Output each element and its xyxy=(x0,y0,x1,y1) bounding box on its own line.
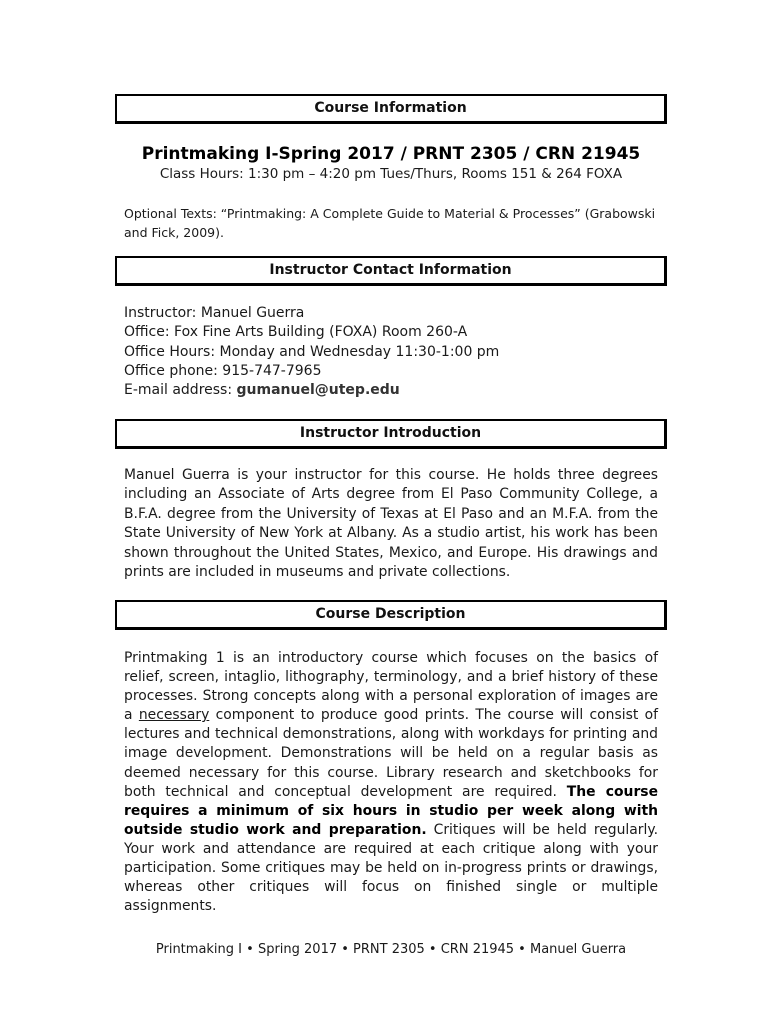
section-header-course-information: Course Information xyxy=(115,94,667,124)
description-bold-requirement: The course requires a minimum of six hours in studio per week along with outside studio work and preparation. xyxy=(124,783,658,838)
section-header-instructor-intro: Instructor Introduction xyxy=(115,419,667,449)
description-part-2: component to produce good prints. The course will consist of lectures and technical demonstrations, along with workdays for printing and image development. Demonstrations will be held on a regular basis as deemed necessary for this course. Library research and sketchbooks for both technical and conceptual development are required. xyxy=(124,707,658,800)
description-underlined-word: necessary xyxy=(138,707,210,724)
class-hours: Class Hours: 1:30 pm – 4:20 pm Tues/Thurs, Rooms 151 & 264 FOXA xyxy=(159,166,623,182)
office-phone: Office phone: 915-747-7965 xyxy=(124,362,322,379)
course-description-text xyxy=(124,649,658,916)
description-part-3: Critiques will be held regularly. Your work and attendance are required at each critique along with your participation. Some critiques may be held on in-progress prints or drawings, whereas other critiques will focus on finished single or multiple assignments. xyxy=(124,821,658,915)
contact-block xyxy=(124,304,664,400)
course-title: Printmaking I-Spring 2017 / PRNT 2305 / CRN 21945 xyxy=(141,144,641,164)
optional-texts: Optional Texts: “Printmaking: A Complete Guide to Material & Processes” (Grabowski and Fick, 2009). xyxy=(124,206,656,240)
instructor-intro-text: Manuel Guerra is your instructor for this course. He holds three degrees including an Associate of Arts degree from El Paso Community College, a B.F.A. degree from the University of Texas at El Paso and an M.F.A. from the State University of New York at Albany. As a studio artist, his work has been shown throughout the United States, Mexico, and Europe. His drawings and prints are included in museums and private collections. xyxy=(124,467,658,581)
email-address: gumanuel@utep.edu xyxy=(236,382,400,399)
office-location: Office: Fox Fine Arts Building (FOXA) Room 260-A xyxy=(124,324,468,341)
section-header-instructor-contact: Instructor Contact Information xyxy=(115,256,667,286)
instructor-name: Instructor: Manuel Guerra xyxy=(124,305,305,321)
email-label: E-mail address: xyxy=(124,382,237,399)
email-line xyxy=(124,381,664,400)
section-header-course-description: Course Description xyxy=(115,600,667,630)
description-part-1: Printmaking 1 is an introductory course which focuses on the basics of relief, screen, intaglio, lithography, terminology, and a brief history of these processes. Strong concepts along with a personal exploration of images are a xyxy=(124,650,658,724)
page-footer: Printmaking I • Spring 2017 • PRNT 2305 • CRN 21945 • Manuel Guerra xyxy=(155,942,627,957)
office-hours: Office Hours: Monday and Wednesday 11:30-1:00 pm xyxy=(124,343,500,360)
